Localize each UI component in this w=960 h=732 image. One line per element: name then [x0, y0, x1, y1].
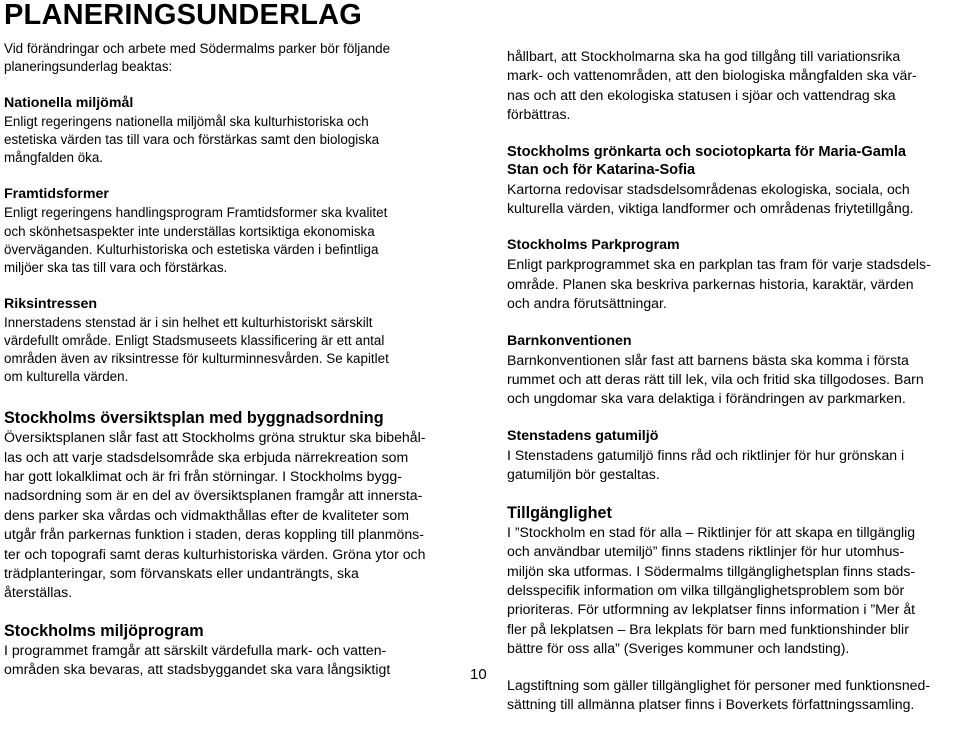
section-heading: Nationella miljömål [4, 95, 134, 112]
section-heading: Stockholms miljöprogram [4, 621, 204, 640]
section-heading: Framtidsformer [4, 186, 109, 203]
section-body-secondary: Lagstiftning som gäller tillgänglighet för personer med funktionsned- sättning till allmänna platser finns i Boverkets författningssamling. [507, 676, 931, 712]
section-gronkarta [507, 143, 957, 219]
section-barnkonventionen [507, 332, 957, 409]
left-column [4, 40, 454, 698]
section-body: I programmet framgår att särskilt värdefulla mark- och vatten- områden ska bevaras, att stadsbyggandet ska vara långsiktigt [4, 641, 391, 678]
section-body: Barnkonventionen slår fast att barnens bästa ska komma i första rummet och att deras rätt till lek, vila och fritid ska tillgodoses. Barn och ungdomar ska vara delaktiga i förändringen av parkmarken. [507, 351, 924, 407]
section-heading: Stockholms grönkarta och sociotopkarta för Maria-Gamla Stan och för Katarina-Sofia [507, 143, 906, 179]
section-body: Enligt regeringens nationella miljömål ska kulturhistoriska och estetiska värden tas till vara och förstärkas samt den biologiska mångfalden öka. [4, 114, 380, 166]
section-riksintressen [4, 295, 454, 386]
section-body: Innerstadens stenstad är i sin helhet ett kulturhistoriskt särskilt värdefullt område. Enligt Stadsmuseets klassificering är ett antal områden även av riksintresse för kulturminnesvården. Se kapitlet om kulturella värden. [4, 314, 389, 385]
intro-paragraph: Vid förändringar och arbete med Södermalms parker bör följande planeringsunderlag beaktas: [4, 41, 391, 75]
section-heading: Tillgänglighet [507, 503, 612, 522]
right-column [507, 47, 957, 732]
section-body: I Stenstadens gatumiljö finns råd och riktlinjer för hur grönskan i gatumiljön bör gestaltas. [507, 446, 905, 483]
section-framtidsformer [4, 185, 454, 276]
continuation-paragraph: hållbart, att Stockholmarna ska ha god tillgång till variationsrika mark- och vattenområden, att den biologiska mångfalden ska vär- nas och att den ekologiska statusen i sjöar och vattendrag ska förbättras. [507, 48, 917, 123]
section-miljoprogram [4, 621, 454, 680]
section-gatumiljo [507, 427, 957, 485]
section-heading: Stenstadens gatumiljö [507, 427, 659, 444]
page-number: 10 [470, 666, 487, 683]
section-parkprogram [507, 236, 957, 313]
section-tillganglighet [507, 503, 957, 715]
section-heading: Stockholms Parkprogram [507, 237, 680, 254]
section-body: I ”Stockholm en stad för alla – Riktlinjer för att skapa en tillgänglig och användbar utemiljö” finns stadens riktlinjer för hur utomhus- miljön ska utformas. I Södermalms tillgänglighetsplan finns stads- delsspecifik information om vilka tillgänglighetsproblem som bör prioriteras. För utformning av lekplatser finns information i ”Mer åt fler på lekplatsen – Bra lekplats för barn med funktionshinder blir bättre för oss alla” (Sveriges kommuner och landsting). [507, 523, 916, 657]
page-title: PLANERINGSUNDERLAG [4, 0, 363, 31]
section-body: Kartorna redovisar stadsdelsområdenas ekologiska, sociala, och kulturella värden, viktiga landformer och områdenas friytetillgång. [507, 180, 914, 217]
section-heading: Barnkonventionen [507, 332, 632, 349]
section-heading: Stockholms översiktsplan med byggnadsordning [4, 409, 384, 428]
section-heading: Riksintressen [4, 295, 98, 312]
section-nationella-miljomal [4, 94, 454, 167]
section-body: Enligt regeringens handlingsprogram Framtidsformer ska kvalitet och skönhetsaspekter inte underställas kortsiktiga ekonomiska överväganden. Kulturhistoriska och estetiska värden i befintliga miljöer ska tas till vara och förstärkas. [4, 205, 388, 275]
section-oversiktsplan [4, 408, 454, 603]
section-body: Översiktsplanen slår fast att Stockholms gröna struktur ska bibehål- las och att varje stadsdelsområde ska erbjuda närrekreation som har gott lokalklimat och är fri från störningar. I Stockholms bygg- nadsordning som är en del av översiktsplanen framgår att innersta- dens parker ska vårdas och vidmakthållas efter de kvaliteter som utgår från parkernas funktion i staden, deras koppling till planmöns- ter och topografi samt deras kulturhistoriska värden. Gröna ytor och trädplanteringar, som förvanskats eller undanträngts, ska återställas. [4, 429, 426, 601]
section-body: Enligt parkprogrammet ska en parkplan tas fram för varje stadsdels- område. Planen ska beskriva parkernas historia, karaktär, värden och andra förutsättningar. [507, 256, 931, 312]
